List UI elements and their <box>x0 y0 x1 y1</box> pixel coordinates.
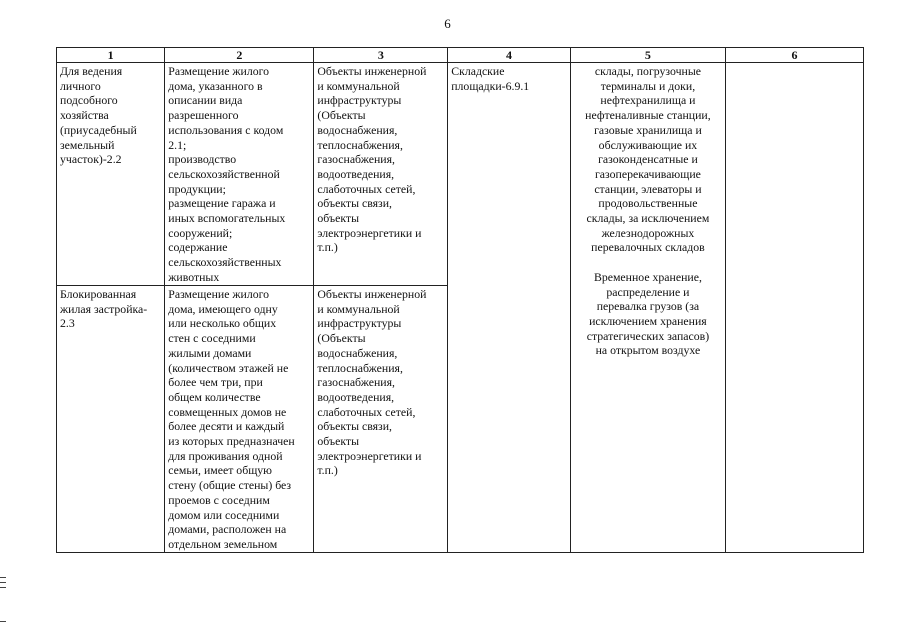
table-row <box>57 63 864 286</box>
margin-tick <box>0 582 6 583</box>
header-col-2: 2 <box>165 48 314 63</box>
row2-use-type: Блокированная жилая застройка- 2.3 <box>57 286 165 553</box>
row1-infrastructure: Объекты инженерной и коммунальной инфраструктуры (Объекты водоснабжения, теплоснабжения, газоснабжения, водоотведения, слаботочных сетей, объекты связи, объекты электроэнергетики и т.п.) <box>314 63 448 286</box>
row1-use-type: Для ведения личного подсобного хозяйства (приусадебный земельный участок)-2.2 <box>57 63 165 286</box>
page-number: 6 <box>444 16 451 31</box>
header-col-5: 5 <box>570 48 725 63</box>
header-row <box>57 48 864 63</box>
row2-description: Размещение жилого дома, имеющего одну или несколько общих стен с соседними жилыми домами (количеством этажей не более чем три, при общем количестве совмещенных домов не более десяти и каждый из которых предназначен для проживания одной семьи, имеет общую стену (общие стены) без проемов с соседним домом или соседними домами, расположен на отдельном земельном <box>165 286 314 553</box>
zoning-table <box>56 47 864 553</box>
margin-tick <box>0 621 6 622</box>
merged-auxiliary-description: склады, погрузочные терминалы и доки, нефтехранилища и нефтеналивные станции, газовые хранилища и обслуживающие их газоконденсатные и газоперекачивающие станции, элеваторы и продовольственные склады, за исключением железнодорожных перевалочных складов Временное хранение, распределение и перевалка грузов (за исключением хранения стратегических запасов) на открытом воздухе <box>570 63 725 553</box>
row1-description: Размещение жилого дома, указанного в описании вида разрешенного использования с кодом 2.1; производство сельскохозяйственной продукции; размещение гаража и иных вспомогательных сооружений; содержание сельскохозяйственных животных <box>165 63 314 286</box>
merged-col-6 <box>726 63 864 553</box>
row2-infrastructure: Объекты инженерной и коммунальной инфраструктуры (Объекты водоснабжения, теплоснабжения, газоснабжения, водоотведения, слаботочных сетей, объекты связи, объекты электроэнергетики и т.п.) <box>314 286 448 553</box>
header-col-3: 3 <box>314 48 448 63</box>
header-col-6: 6 <box>726 48 864 63</box>
merged-auxiliary-use: Складские площадки-6.9.1 <box>448 63 571 553</box>
header-col-4: 4 <box>448 48 571 63</box>
margin-tick <box>0 577 6 578</box>
header-col-1: 1 <box>57 48 165 63</box>
margin-tick <box>0 587 6 588</box>
